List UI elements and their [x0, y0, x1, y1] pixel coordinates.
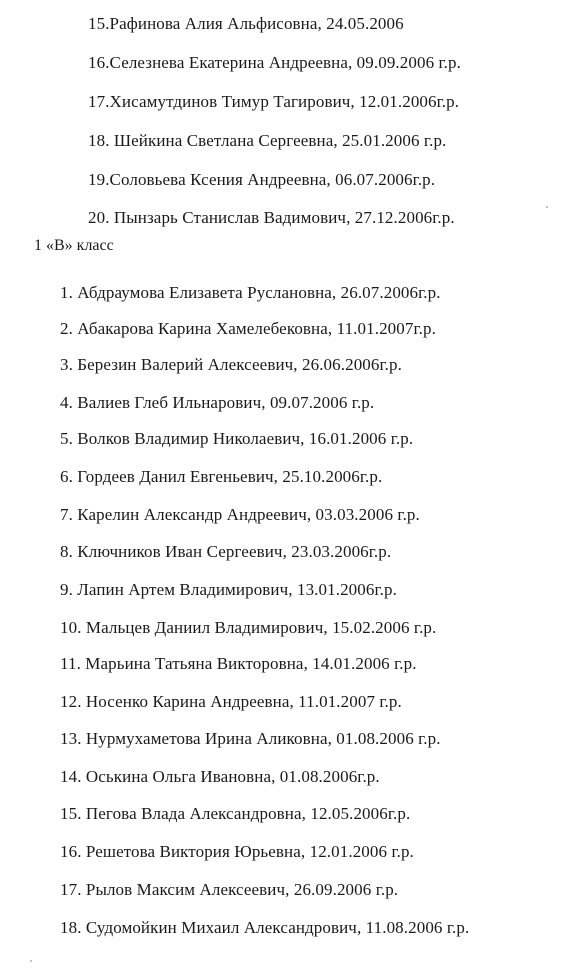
- scan-speck: [546, 206, 548, 208]
- list-item: 17.Хисамутдинов Тимур Тагирович, 12.01.2006г.р.: [88, 92, 460, 111]
- list-item: 4. Валиев Глеб Ильнарович, 09.07.2006 г.р.: [60, 393, 375, 412]
- list-item: 16. Решетова Виктория Юрьевна, 12.01.2006 г.р.: [60, 842, 414, 861]
- list-item: 3. Березин Валерий Алексеевич, 26.06.2006г.р.: [60, 355, 402, 374]
- list-item: 1. Абдраумова Елизавета Руслановна, 26.07.2006г.р.: [60, 283, 441, 302]
- list-item: 8. Ключников Иван Сергеевич, 23.03.2006г.р.: [60, 542, 392, 561]
- scan-speck: [30, 960, 32, 962]
- list-item: 17. Рылов Максим Алексеевич, 26.09.2006 г.р.: [60, 880, 399, 899]
- list-item: 6. Гордеев Данил Евгеньевич, 25.10.2006г.р.: [60, 467, 383, 486]
- list-item: 5. Волков Владимир Николаевич, 16.01.2006 г.р.: [60, 429, 414, 448]
- list-item: 2. Абакарова Карина Хамелебековна, 11.01.2007г.р.: [60, 319, 436, 338]
- list-item: 10. Мальцев Даниил Владимирович, 15.02.2006 г.р.: [60, 618, 437, 637]
- list-item: 7. Карелин Александр Андреевич, 03.03.2006 г.р.: [60, 505, 420, 524]
- list-item: 18. Судомойкин Михаил Александрович, 11.08.2006 г.р.: [60, 918, 470, 937]
- list-item: 19.Соловьева Ксения Андреевна, 06.07.2006г.р.: [88, 170, 436, 189]
- list-item: 9. Лапин Артем Владимирович, 13.01.2006г.р.: [60, 580, 397, 599]
- list-item: 15.Рафинова Алия Альфисовна, 24.05.2006: [88, 14, 404, 33]
- list-item: 15. Пегова Влада Александровна, 12.05.2006г.р.: [60, 804, 411, 823]
- list-item: 11. Марьина Татьяна Викторовна, 14.01.2006 г.р.: [60, 654, 417, 673]
- list-item: 14. Оськина Ольга Ивановна, 01.08.2006г.р.: [60, 767, 380, 786]
- list-item: 20. Пынзарь Станислав Вадимович, 27.12.2006г.р.: [88, 208, 455, 227]
- list-item: 16.Селезнева Екатерина Андреевна, 09.09.2006 г.р.: [88, 53, 461, 72]
- list-item: 13. Нурмухаметова Ирина Аликовна, 01.08.2006 г.р.: [60, 729, 441, 748]
- list-item: 12. Носенко Карина Андреевна, 11.01.2007 г.р.: [60, 692, 402, 711]
- class-heading: 1 «В» класс: [34, 237, 114, 254]
- list-item: 18. Шейкина Светлана Сергеевна, 25.01.2006 г.р.: [88, 131, 447, 150]
